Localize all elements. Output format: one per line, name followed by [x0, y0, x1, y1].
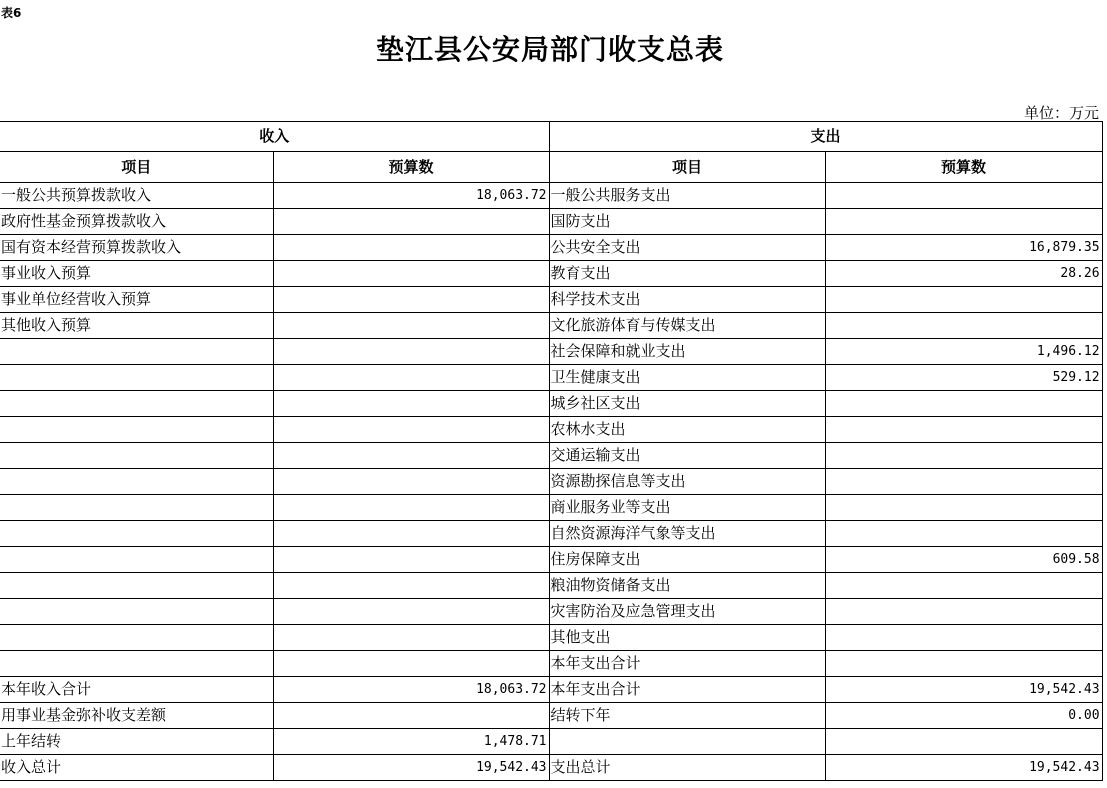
- table-row: [0, 391, 1102, 417]
- table-row: [0, 261, 1102, 287]
- unit-label: 单位：万元: [1023, 104, 1099, 122]
- budget-table: [0, 121, 1103, 781]
- income-value-cell: [273, 521, 549, 547]
- expense-value-cell: [825, 183, 1102, 209]
- income-item-cell: [0, 547, 273, 573]
- table-row: [0, 573, 1102, 599]
- expense-value-cell: 529.12: [825, 365, 1102, 391]
- expense-item-cell: 住房保障支出: [549, 547, 825, 573]
- income-value-cell: [273, 209, 549, 235]
- summary-row: [0, 703, 1102, 729]
- expense-header: 支出: [549, 122, 1102, 152]
- income-item-cell: [0, 391, 273, 417]
- summary-row: [0, 677, 1102, 703]
- income-value-cell: [273, 313, 549, 339]
- expense-value-cell: 1,496.12: [825, 339, 1102, 365]
- expense-item-cell: 灾害防治及应急管理支出: [549, 599, 825, 625]
- income-value-cell: [273, 287, 549, 313]
- income-value-cell: [273, 443, 549, 469]
- income-value-cell: [273, 235, 549, 261]
- expense-item-cell: 卫生健康支出: [549, 365, 825, 391]
- expense-value-cell: 28.26: [825, 261, 1102, 287]
- expense-summary-item-cell: 结转下年: [549, 703, 825, 729]
- table-row: [0, 469, 1102, 495]
- table-row: [0, 365, 1102, 391]
- expense-item-cell: 农林水支出: [549, 417, 825, 443]
- income-item-cell: [0, 417, 273, 443]
- expense-value-cell: [825, 287, 1102, 313]
- expense-value-cell: [825, 573, 1102, 599]
- table-number: 表6: [1, 6, 22, 20]
- expense-summary-item-cell: 支出总计: [549, 755, 825, 781]
- expense-item-cell: 资源勘探信息等支出: [549, 469, 825, 495]
- income-summary-value-cell: 18,063.72: [273, 677, 549, 703]
- income-item-cell: 其他收入预算: [0, 313, 273, 339]
- expense-item-cell: 国防支出: [549, 209, 825, 235]
- table-row: [0, 209, 1102, 235]
- income-item-cell: 事业收入预算: [0, 261, 273, 287]
- expense-value-cell: [825, 443, 1102, 469]
- expense-summary-item-cell: [549, 729, 825, 755]
- income-item-cell: 一般公共预算拨款收入: [0, 183, 273, 209]
- income-value-cell: [273, 261, 549, 287]
- expense-item-cell: 教育支出: [549, 261, 825, 287]
- expense-value-cell: [825, 599, 1102, 625]
- expense-item-cell: 社会保障和就业支出: [549, 339, 825, 365]
- table-row: [0, 599, 1102, 625]
- expense-item-header: 项目: [549, 152, 825, 183]
- table-row: [0, 625, 1102, 651]
- income-value-cell: [273, 625, 549, 651]
- expense-summary-value-cell: 19,542.43: [825, 755, 1102, 781]
- income-item-cell: [0, 339, 273, 365]
- income-item-cell: [0, 651, 273, 677]
- income-item-cell: 事业单位经营收入预算: [0, 287, 273, 313]
- income-summary-item-cell: 收入总计: [0, 755, 273, 781]
- expense-summary-item-cell: 本年支出合计: [549, 677, 825, 703]
- table-row: [0, 547, 1102, 573]
- expense-value-cell: [825, 625, 1102, 651]
- column-header-row: [0, 152, 1102, 183]
- expense-item-cell: 文化旅游体育与传媒支出: [549, 313, 825, 339]
- income-item-header: 项目: [0, 152, 273, 183]
- income-item-cell: [0, 573, 273, 599]
- expense-summary-value-cell: 0.00: [825, 703, 1102, 729]
- income-item-cell: 政府性基金预算拨款收入: [0, 209, 273, 235]
- expense-value-cell: [825, 651, 1102, 677]
- income-value-cell: [273, 469, 549, 495]
- income-value-cell: [273, 573, 549, 599]
- income-item-cell: [0, 443, 273, 469]
- expense-value-cell: 609.58: [825, 547, 1102, 573]
- expense-item-cell: 城乡社区支出: [549, 391, 825, 417]
- income-summary-item-cell: 上年结转: [0, 729, 273, 755]
- summary-row: [0, 755, 1102, 781]
- income-summary-value-cell: 1,478.71: [273, 729, 549, 755]
- table-row: [0, 521, 1102, 547]
- expense-value-cell: [825, 469, 1102, 495]
- expense-item-cell: 自然资源海洋气象等支出: [549, 521, 825, 547]
- table-row: [0, 417, 1102, 443]
- income-item-cell: [0, 521, 273, 547]
- expense-item-cell: 一般公共服务支出: [549, 183, 825, 209]
- table-row: [0, 183, 1102, 209]
- table-row: [0, 313, 1102, 339]
- income-value-cell: [273, 417, 549, 443]
- expense-item-cell: 商业服务业等支出: [549, 495, 825, 521]
- expense-value-cell: [825, 391, 1102, 417]
- income-value-cell: [273, 391, 549, 417]
- page-title: 垫江县公安局部门收支总表: [375, 33, 724, 66]
- expense-item-cell: 粮油物资储备支出: [549, 573, 825, 599]
- expense-value-cell: 16,879.35: [825, 235, 1102, 261]
- income-value-cell: [273, 547, 549, 573]
- table-row: [0, 443, 1102, 469]
- income-header: 收入: [0, 122, 549, 152]
- income-summary-item-cell: 用事业基金弥补收支差额: [0, 703, 273, 729]
- expense-value-cell: [825, 209, 1102, 235]
- expense-item-cell: 公共安全支出: [549, 235, 825, 261]
- income-item-cell: [0, 469, 273, 495]
- expense-item-cell: 其他支出: [549, 625, 825, 651]
- income-value-cell: 18,063.72: [273, 183, 549, 209]
- income-item-cell: [0, 625, 273, 651]
- expense-item-cell: 科学技术支出: [549, 287, 825, 313]
- table-row: [0, 495, 1102, 521]
- section-header-row: [0, 122, 1102, 152]
- income-value-cell: [273, 495, 549, 521]
- income-item-cell: 国有资本经营预算拨款收入: [0, 235, 273, 261]
- expense-summary-value-cell: 19,542.43: [825, 677, 1102, 703]
- income-item-cell: [0, 365, 273, 391]
- income-item-cell: [0, 495, 273, 521]
- expense-value-cell: [825, 495, 1102, 521]
- income-value-cell: [273, 339, 549, 365]
- income-summary-item-cell: 本年收入合计: [0, 677, 273, 703]
- expense-budget-header: 预算数: [825, 152, 1102, 183]
- income-value-cell: [273, 651, 549, 677]
- expense-summary-value-cell: [825, 729, 1102, 755]
- income-value-cell: [273, 599, 549, 625]
- table-row: [0, 235, 1102, 261]
- expense-value-cell: [825, 521, 1102, 547]
- income-budget-header: 预算数: [273, 152, 549, 183]
- table-row: [0, 651, 1102, 677]
- summary-row: [0, 729, 1102, 755]
- expense-value-cell: [825, 313, 1102, 339]
- table-row: [0, 339, 1102, 365]
- income-value-cell: [273, 365, 549, 391]
- table-row: [0, 287, 1102, 313]
- income-summary-value-cell: 19,542.43: [273, 755, 549, 781]
- expense-item-cell: 本年支出合计: [549, 651, 825, 677]
- income-summary-value-cell: [273, 703, 549, 729]
- income-item-cell: [0, 599, 273, 625]
- expense-value-cell: [825, 417, 1102, 443]
- expense-item-cell: 交通运输支出: [549, 443, 825, 469]
